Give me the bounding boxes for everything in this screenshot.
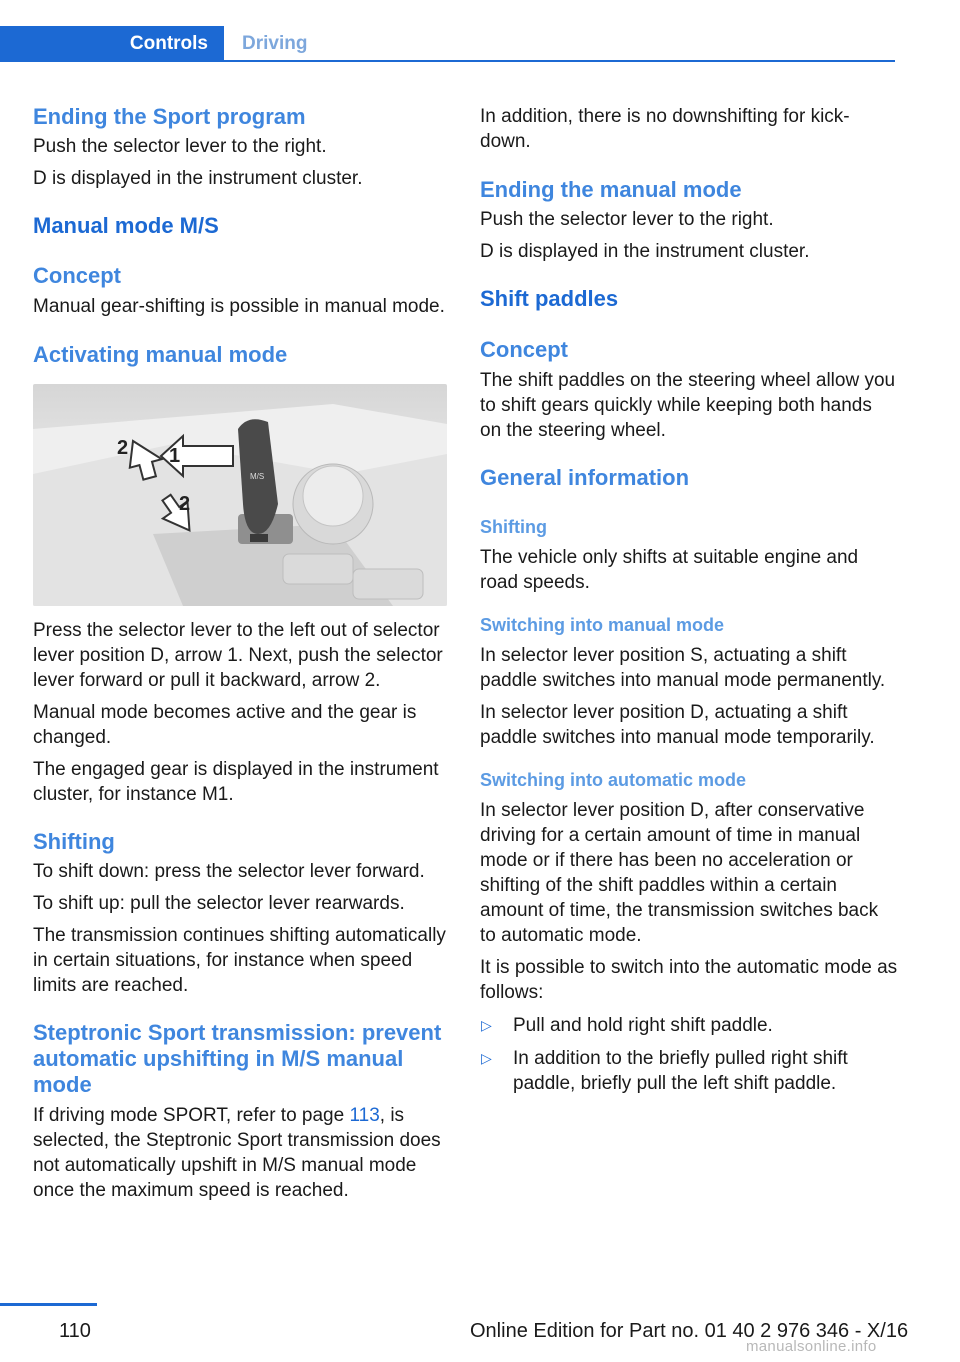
heading-shifting: Shifting [33, 829, 115, 854]
paragraph: Push the selector lever to the right. [480, 209, 774, 230]
arrow-2-label-top: 2 [117, 437, 129, 459]
list-item [480, 1013, 898, 1038]
paragraph: In selector lever position D, actuating a shift paddle switches into manual mode temporarily. [480, 702, 875, 748]
paragraph: D is displayed in the instrument cluster. [33, 168, 363, 189]
left-column [33, 100, 449, 1203]
heading-concept: Concept [480, 337, 568, 362]
edition-note: Online Edition for Part no. 01 40 2 976 346 - X/16 [470, 1320, 909, 1342]
page-number: 110 [59, 1320, 91, 1342]
bullet-triangle-icon: ▷ [481, 1017, 492, 1033]
paragraph: In selector lever position S, actuating a shift paddle switches into manual mode permanently. [480, 645, 886, 691]
heading-general-information: General information [480, 465, 690, 490]
heading-shifting: Shifting [480, 517, 547, 537]
paragraph: The transmission continues shifting automatically in certain situations, for instance when speed limits are reached. [33, 925, 446, 996]
paragraph: Press the selector lever to the left out of selector lever position D, arrow 1. Next, push the selector lever forward or pull it backward, arrow 2. [33, 620, 443, 691]
paragraph: In selector lever position D, after conservative driving for a certain amount of time in manual mode or if there has been no acceleration or shifting of the shift paddles within a certain amount of time, the transmission switches back to automatic mode. [480, 800, 879, 946]
paragraph: The engaged gear is displayed in the instrument cluster, for instance M1. [33, 759, 439, 805]
heading-switching-automatic: Switching into automatic mode [480, 770, 747, 790]
tab-driving[interactable]: Driving [242, 33, 308, 54]
page-link[interactable]: 113 [349, 1105, 380, 1126]
chapter-header [0, 26, 895, 62]
selector-lever-illustration [33, 384, 447, 606]
heading-switching-manual: Switching into manual mode [480, 615, 725, 635]
bullet-triangle-icon: ▷ [481, 1050, 492, 1066]
heading-manual-mode: Manual mode M/S [33, 213, 219, 238]
heading-steptronic: Steptronic Sport transmission: prevent automatic upshifting in M/S manual mode [33, 1020, 442, 1097]
paragraph: To shift up: pull the selector lever rearwards. [33, 893, 405, 914]
paragraph-sport [33, 1103, 449, 1203]
list-item [480, 1046, 898, 1096]
paragraph: It is possible to switch into the automatic mode as follows: [480, 957, 898, 1003]
paragraph: In addition, there is no downshifting for kick-down. [480, 106, 850, 152]
tab-controls[interactable]: Controls [0, 26, 224, 62]
heading-activating-manual: Activating manual mode [33, 342, 288, 367]
list-item-text: Pull and hold right shift paddle. [513, 1015, 773, 1036]
bullet-list [480, 1013, 898, 1096]
paragraph: The shift paddles on the steering wheel allow you to shift gears quickly while keeping both hands on the steering wheel. [480, 370, 896, 441]
selector-lever-drawing [33, 384, 447, 606]
lever-label: M/S [250, 472, 265, 481]
paragraph: Manual mode becomes active and the gear is changed. [33, 702, 417, 748]
list-item-text: In addition to the briefly pulled right shift paddle, briefly pull the left shift paddle. [513, 1048, 848, 1094]
right-column [480, 100, 898, 1096]
arrow-1-label: 1 [169, 445, 181, 467]
text: , is selected, the Steptronic Sport transmission does not automatically upshift in M/S manual mode once the maximum speed is reached. [33, 1105, 441, 1201]
arrow-2-label-bottom: 2 [179, 493, 191, 515]
heading-concept: Concept [33, 263, 121, 288]
paragraph: Manual gear-shifting is possible in manual mode. [33, 296, 445, 317]
paragraph: The vehicle only shifts at suitable engine and road speeds. [480, 547, 859, 593]
heading-ending-manual: Ending the manual mode [480, 177, 742, 202]
paragraph: Push the selector lever to the right. [33, 136, 327, 157]
heading-ending-sport: Ending the Sport program [33, 104, 306, 129]
footer-rule [0, 1303, 97, 1306]
paragraph: To shift down: press the selector lever forward. [33, 861, 425, 882]
paragraph: D is displayed in the instrument cluster. [480, 241, 810, 262]
heading-shift-paddles: Shift paddles [480, 286, 619, 311]
watermark: manualsonline.info [746, 1338, 877, 1355]
header-rule [0, 60, 895, 62]
text: If driving mode SPORT, refer to page [33, 1105, 350, 1126]
